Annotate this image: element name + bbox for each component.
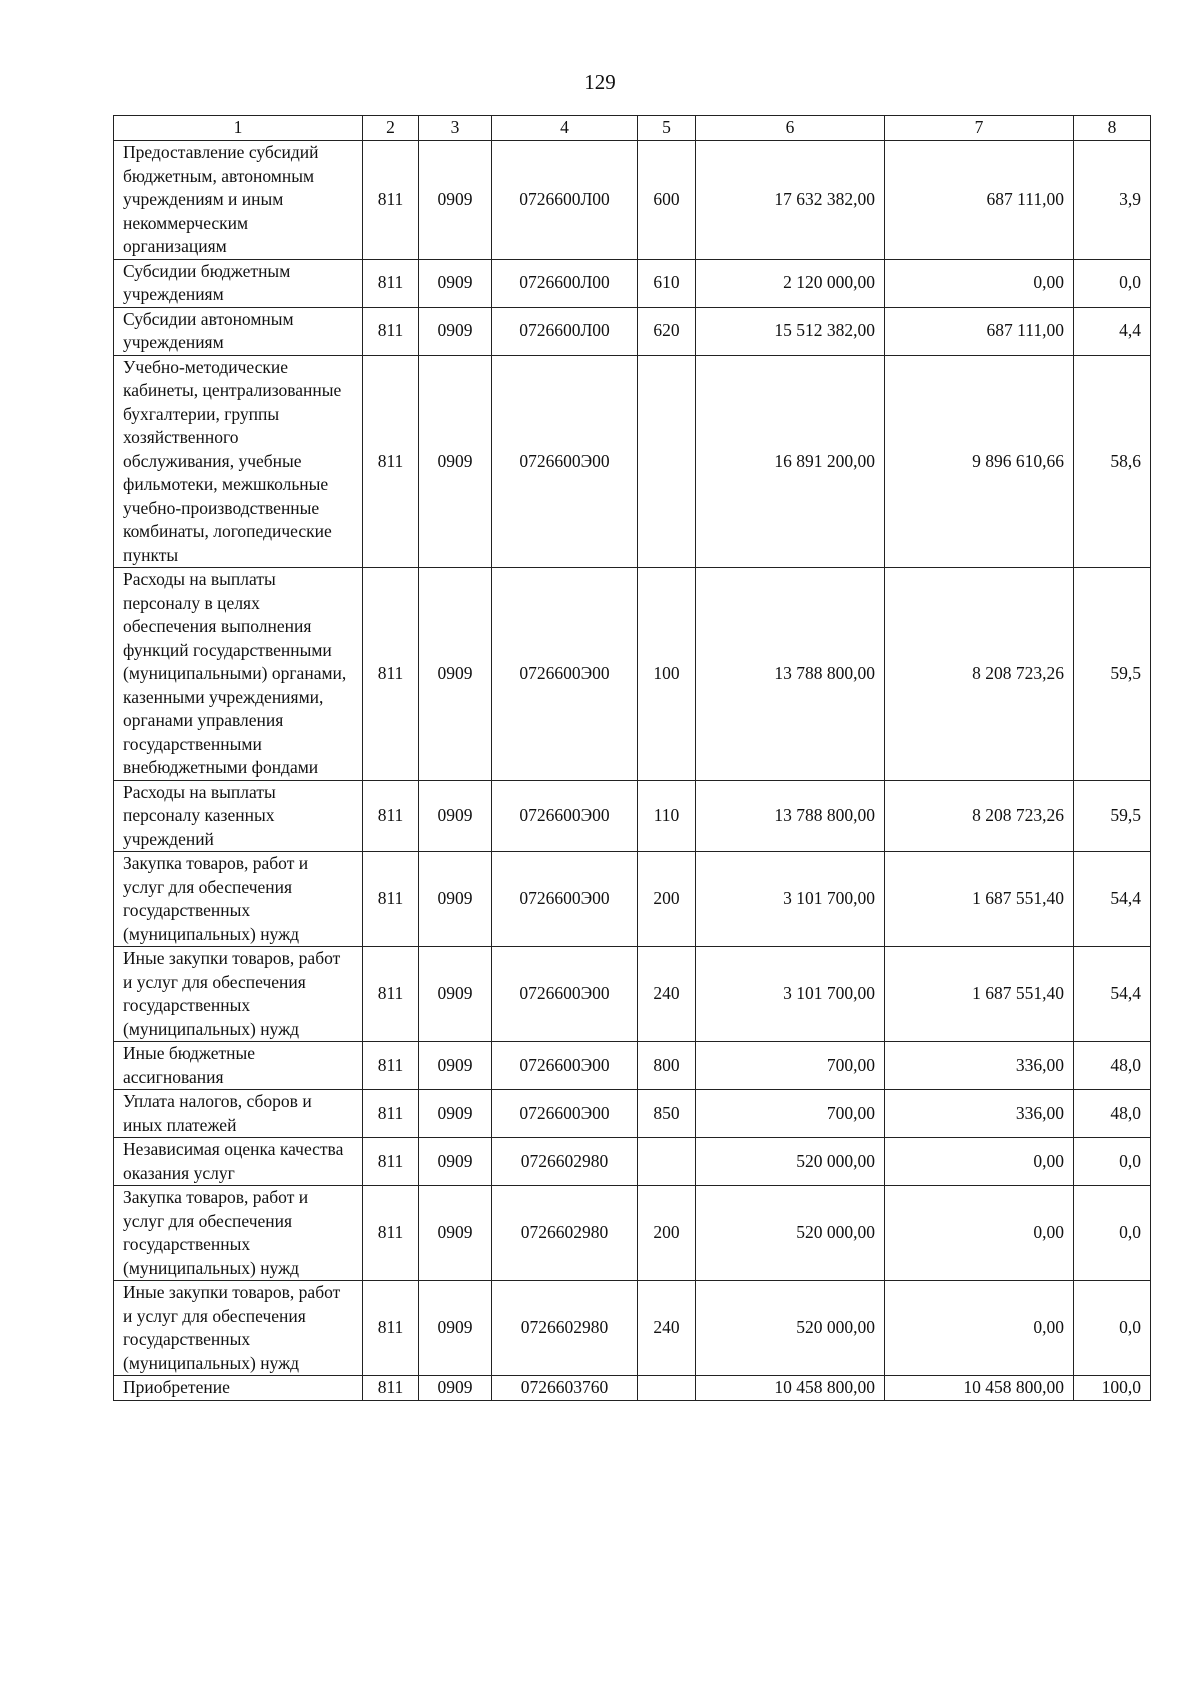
row-target-article-cell: 0726600Л00 [492, 141, 638, 260]
row-percent-cell: 48,0 [1074, 1042, 1151, 1090]
row-section-cell: 0909 [419, 259, 492, 307]
row-target-article-cell: 0726602980 [492, 1281, 638, 1376]
row-expense-type-cell: 600 [638, 141, 696, 260]
row-expense-type-cell: 850 [638, 1090, 696, 1138]
page-number: 129 [584, 70, 616, 94]
row-target-article-cell: 0726600Э00 [492, 568, 638, 781]
row-code-cell: 811 [363, 780, 419, 852]
row-name-cell: Субсидии бюджетным учреждениям [114, 259, 363, 307]
row-name-cell: Учебно-методические кабинеты, централизованные бухгалтерии, группы хозяйственного обслуживания, учебные фильмотеки, межшкольные учебно-производственные комбинаты, логопедические пункты [114, 355, 363, 568]
row-name-cell: Предоставление субсидий бюджетным, автономным учреждениям и иным некоммерческим организациям [114, 141, 363, 260]
table-header-row [114, 116, 1151, 141]
row-expense-type-cell: 620 [638, 307, 696, 355]
row-section-cell: 0909 [419, 1138, 492, 1186]
column-header: 7 [885, 116, 1074, 141]
row-section-cell: 0909 [419, 307, 492, 355]
row-executed-cell: 687 111,00 [885, 307, 1074, 355]
row-target-article-cell: 0726602980 [492, 1186, 638, 1281]
row-percent-cell: 3,9 [1074, 141, 1151, 260]
row-code-cell: 811 [363, 1042, 419, 1090]
row-planned-cell: 700,00 [696, 1042, 885, 1090]
row-percent-cell: 48,0 [1074, 1090, 1151, 1138]
row-section-cell: 0909 [419, 947, 492, 1042]
row-expense-type-cell: 800 [638, 1042, 696, 1090]
row-name-cell: Субсидии автономным учреждениям [114, 307, 363, 355]
row-section-cell: 0909 [419, 1376, 492, 1401]
row-section-cell: 0909 [419, 1042, 492, 1090]
row-expense-type-cell: 100 [638, 568, 696, 781]
row-planned-cell: 15 512 382,00 [696, 307, 885, 355]
row-target-article-cell: 0726600Э00 [492, 947, 638, 1042]
column-header: 6 [696, 116, 885, 141]
row-planned-cell: 2 120 000,00 [696, 259, 885, 307]
row-planned-cell: 13 788 800,00 [696, 780, 885, 852]
column-header: 4 [492, 116, 638, 141]
row-expense-type-cell: 610 [638, 259, 696, 307]
row-name-cell: Иные бюджетные ассигнования [114, 1042, 363, 1090]
row-target-article-cell: 0726600Л00 [492, 307, 638, 355]
column-header: 2 [363, 116, 419, 141]
table-row [114, 852, 1151, 947]
row-code-cell: 811 [363, 1138, 419, 1186]
row-section-cell: 0909 [419, 852, 492, 947]
table-row [114, 1186, 1151, 1281]
row-target-article-cell: 0726600Э00 [492, 355, 638, 568]
row-executed-cell: 0,00 [885, 1281, 1074, 1376]
row-expense-type-cell [638, 355, 696, 568]
row-executed-cell: 9 896 610,66 [885, 355, 1074, 568]
row-percent-cell: 0,0 [1074, 1186, 1151, 1281]
row-code-cell: 811 [363, 852, 419, 947]
row-name-cell: Уплата налогов, сборов и иных платежей [114, 1090, 363, 1138]
row-executed-cell: 1 687 551,40 [885, 947, 1074, 1042]
row-target-article-cell: 0726603760 [492, 1376, 638, 1401]
row-percent-cell: 54,4 [1074, 852, 1151, 947]
row-percent-cell: 0,0 [1074, 1281, 1151, 1376]
row-expense-type-cell: 200 [638, 852, 696, 947]
row-executed-cell: 0,00 [885, 259, 1074, 307]
row-planned-cell: 17 632 382,00 [696, 141, 885, 260]
row-planned-cell: 700,00 [696, 1090, 885, 1138]
table-row [114, 1281, 1151, 1376]
row-name-cell: Расходы на выплаты персоналу казенных учреждений [114, 780, 363, 852]
row-target-article-cell: 0726600Э00 [492, 1090, 638, 1138]
row-target-article-cell: 0726600Э00 [492, 852, 638, 947]
row-section-cell: 0909 [419, 141, 492, 260]
row-name-cell: Закупка товаров, работ и услуг для обеспечения государственных (муниципальных) нужд [114, 852, 363, 947]
row-expense-type-cell [638, 1376, 696, 1401]
column-header: 3 [419, 116, 492, 141]
row-executed-cell: 1 687 551,40 [885, 852, 1074, 947]
row-target-article-cell: 0726602980 [492, 1138, 638, 1186]
row-executed-cell: 10 458 800,00 [885, 1376, 1074, 1401]
column-header: 8 [1074, 116, 1151, 141]
row-section-cell: 0909 [419, 1186, 492, 1281]
row-section-cell: 0909 [419, 355, 492, 568]
row-target-article-cell: 0726600Э00 [492, 780, 638, 852]
row-section-cell: 0909 [419, 568, 492, 781]
row-target-article-cell: 0726600Э00 [492, 1042, 638, 1090]
row-executed-cell: 8 208 723,26 [885, 780, 1074, 852]
row-code-cell: 811 [363, 355, 419, 568]
row-code-cell: 811 [363, 1186, 419, 1281]
row-executed-cell: 687 111,00 [885, 141, 1074, 260]
row-code-cell: 811 [363, 1376, 419, 1401]
table-row [114, 1376, 1151, 1401]
row-planned-cell: 3 101 700,00 [696, 947, 885, 1042]
row-percent-cell: 59,5 [1074, 568, 1151, 781]
table-row [114, 1138, 1151, 1186]
row-section-cell: 0909 [419, 1281, 492, 1376]
row-percent-cell: 0,0 [1074, 1138, 1151, 1186]
row-name-cell: Приобретение [114, 1376, 363, 1401]
row-expense-type-cell: 240 [638, 1281, 696, 1376]
column-header: 5 [638, 116, 696, 141]
row-name-cell: Иные закупки товаров, работ и услуг для обеспечения государственных (муниципальных) нужд [114, 947, 363, 1042]
row-target-article-cell: 0726600Л00 [492, 259, 638, 307]
row-code-cell: 811 [363, 1281, 419, 1376]
table-row [114, 1042, 1151, 1090]
row-percent-cell: 59,5 [1074, 780, 1151, 852]
column-header: 1 [114, 116, 363, 141]
table-row [114, 355, 1151, 568]
row-planned-cell: 520 000,00 [696, 1138, 885, 1186]
row-name-cell: Закупка товаров, работ и услуг для обеспечения государственных (муниципальных) нужд [114, 1186, 363, 1281]
row-percent-cell: 58,6 [1074, 355, 1151, 568]
row-expense-type-cell [638, 1138, 696, 1186]
row-planned-cell: 13 788 800,00 [696, 568, 885, 781]
table-row [114, 568, 1151, 781]
budget-table [113, 115, 1151, 1401]
row-code-cell: 811 [363, 307, 419, 355]
row-code-cell: 811 [363, 568, 419, 781]
row-section-cell: 0909 [419, 780, 492, 852]
row-name-cell: Расходы на выплаты персоналу в целях обеспечения выполнения функций государственными (муниципальными) органами, казенными учреждениями, органами управления государственными внебюджетными фондами [114, 568, 363, 781]
row-executed-cell: 0,00 [885, 1138, 1074, 1186]
row-planned-cell: 3 101 700,00 [696, 852, 885, 947]
row-expense-type-cell: 110 [638, 780, 696, 852]
row-percent-cell: 100,0 [1074, 1376, 1151, 1401]
table-row [114, 947, 1151, 1042]
row-executed-cell: 336,00 [885, 1090, 1074, 1138]
row-percent-cell: 54,4 [1074, 947, 1151, 1042]
row-code-cell: 811 [363, 1090, 419, 1138]
row-executed-cell: 0,00 [885, 1186, 1074, 1281]
row-expense-type-cell: 240 [638, 947, 696, 1042]
row-code-cell: 811 [363, 141, 419, 260]
row-executed-cell: 336,00 [885, 1042, 1074, 1090]
table-row [114, 259, 1151, 307]
row-name-cell: Иные закупки товаров, работ и услуг для обеспечения государственных (муниципальных) нужд [114, 1281, 363, 1376]
row-section-cell: 0909 [419, 1090, 492, 1138]
row-name-cell: Независимая оценка качества оказания услуг [114, 1138, 363, 1186]
row-percent-cell: 4,4 [1074, 307, 1151, 355]
row-code-cell: 811 [363, 259, 419, 307]
table-row [114, 1090, 1151, 1138]
table-row [114, 307, 1151, 355]
table-row [114, 141, 1151, 260]
row-code-cell: 811 [363, 947, 419, 1042]
row-planned-cell: 520 000,00 [696, 1186, 885, 1281]
row-percent-cell: 0,0 [1074, 259, 1151, 307]
row-planned-cell: 16 891 200,00 [696, 355, 885, 568]
table-row [114, 780, 1151, 852]
row-executed-cell: 8 208 723,26 [885, 568, 1074, 781]
row-planned-cell: 520 000,00 [696, 1281, 885, 1376]
row-planned-cell: 10 458 800,00 [696, 1376, 885, 1401]
row-expense-type-cell: 200 [638, 1186, 696, 1281]
